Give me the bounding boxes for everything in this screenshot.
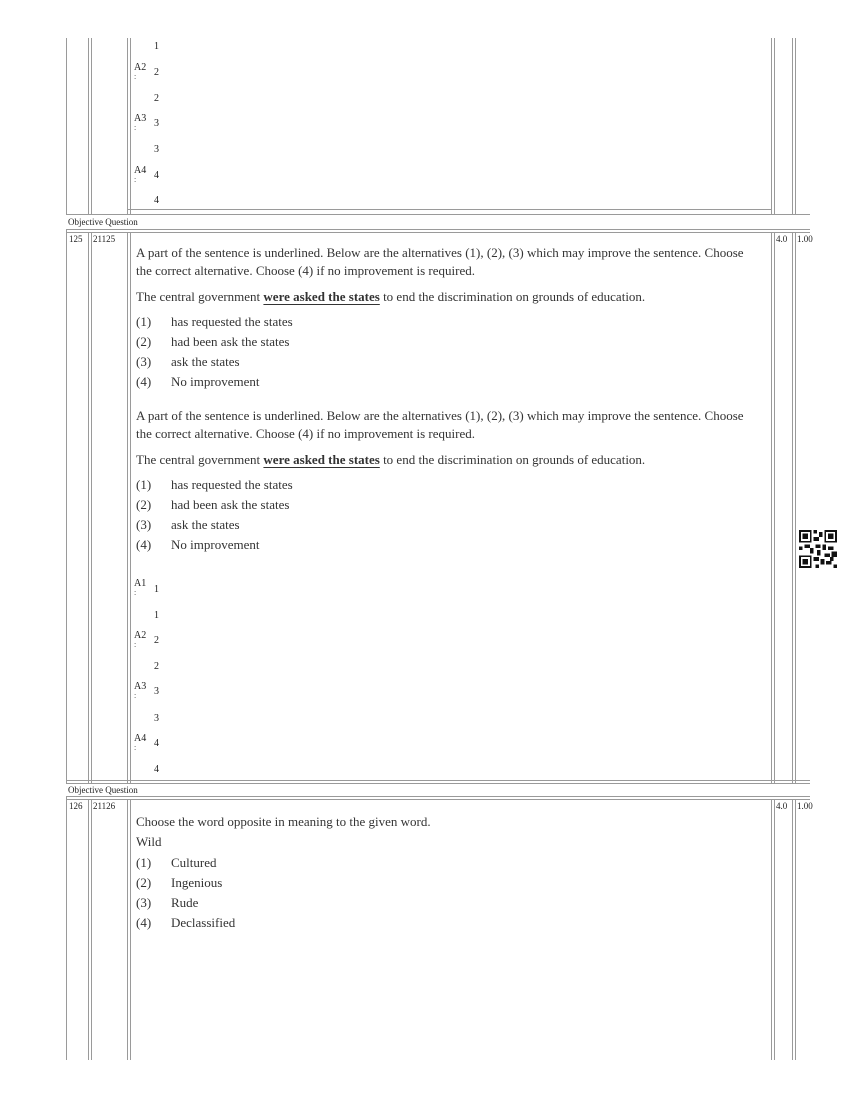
sentence-text: The central government bbox=[136, 452, 264, 467]
question-serial: 125 bbox=[69, 234, 83, 244]
question-negative-marks: 1.00 bbox=[797, 801, 813, 811]
given-word: Wild bbox=[136, 834, 162, 849]
grid-line bbox=[127, 38, 128, 214]
answer-value: 1 bbox=[154, 584, 159, 595]
question-prompt: Choose the word opposite in meaning to the given word. bbox=[136, 814, 431, 829]
grid-line bbox=[795, 232, 796, 783]
grid-line bbox=[792, 38, 793, 214]
underlined-phrase: were asked the states bbox=[263, 289, 380, 304]
answer-value: 2 bbox=[154, 93, 159, 104]
option-item: (1) has requested the states bbox=[136, 477, 293, 492]
question-block bbox=[136, 244, 746, 392]
grid-line bbox=[66, 214, 810, 215]
grid-line bbox=[130, 799, 131, 1060]
section-label: Objective Question bbox=[68, 217, 138, 227]
grid-line bbox=[130, 38, 131, 214]
option-item: (1) Cultured bbox=[136, 855, 217, 870]
grid-line bbox=[91, 38, 92, 214]
option-item: (4) Declassified bbox=[136, 915, 236, 930]
grid-line bbox=[774, 232, 775, 783]
answer-value: 2 bbox=[154, 67, 159, 78]
question-block bbox=[136, 407, 746, 555]
grid-line bbox=[771, 38, 772, 214]
question-sentence bbox=[136, 451, 746, 469]
grid-line bbox=[88, 38, 89, 214]
answer-value: 4 bbox=[154, 738, 159, 749]
grid-line bbox=[66, 232, 810, 233]
answer-value: 4 bbox=[154, 764, 159, 775]
question-negative-marks: 1.00 bbox=[797, 234, 813, 244]
grid-line bbox=[771, 799, 772, 1060]
grid-line bbox=[127, 799, 128, 1060]
answer-label: A2 : bbox=[134, 630, 147, 649]
grid-line bbox=[91, 232, 92, 783]
question-block bbox=[136, 813, 746, 933]
underlined-phrase: were asked the states bbox=[263, 452, 380, 467]
answer-value: 3 bbox=[154, 686, 159, 697]
grid-line bbox=[66, 229, 810, 230]
question-instruction: A part of the sentence is underlined. Below are the alternatives (1), (2), (3) which may improve the sentence. Choose the correct alternative. Choose (4) if no improvement is required. bbox=[136, 408, 744, 441]
question-instruction: A part of the sentence is underlined. Below are the alternatives (1), (2), (3) which may improve the sentence. Choose the correct alternative. Choose (4) if no improvement is required. bbox=[136, 245, 744, 278]
grid-line bbox=[771, 232, 772, 783]
grid-line bbox=[130, 232, 131, 783]
section-label: Objective Question bbox=[68, 785, 138, 795]
answer-value: 4 bbox=[154, 170, 159, 181]
grid-line bbox=[774, 799, 775, 1060]
sentence-text: to end the discrimination on grounds of education. bbox=[379, 452, 646, 467]
grid-line bbox=[66, 796, 810, 797]
answer-value: 1 bbox=[154, 41, 159, 52]
option-list bbox=[136, 312, 746, 392]
grid-line bbox=[88, 232, 89, 783]
grid-line bbox=[795, 799, 796, 1060]
answer-label: A1 : bbox=[134, 578, 147, 597]
answer-label: A4 : bbox=[134, 733, 147, 752]
grid-line bbox=[88, 799, 89, 1060]
option-list bbox=[136, 475, 746, 555]
question-marks: 4.0 bbox=[776, 234, 788, 244]
grid-line bbox=[66, 229, 67, 783]
grid-line bbox=[66, 780, 810, 781]
qr-code-icon bbox=[799, 530, 837, 568]
question-id: 21126 bbox=[93, 801, 116, 811]
answer-value: 1 bbox=[154, 610, 159, 621]
grid-line bbox=[66, 799, 810, 800]
grid-line bbox=[792, 232, 793, 783]
sentence-text: to end the discrimination on grounds of education. bbox=[379, 289, 646, 304]
answer-value: 4 bbox=[154, 195, 159, 206]
option-item: (4) No improvement bbox=[136, 374, 260, 389]
answer-label: A4 : bbox=[134, 165, 147, 184]
option-item: (4) No improvement bbox=[136, 537, 260, 552]
grid-line bbox=[66, 783, 810, 784]
question-serial: 126 bbox=[69, 801, 83, 811]
question-sentence bbox=[136, 288, 746, 306]
answer-value: 2 bbox=[154, 661, 159, 672]
grid-line bbox=[91, 799, 92, 1060]
option-item: (2) had been ask the states bbox=[136, 497, 290, 512]
answer-value: 3 bbox=[154, 713, 159, 724]
sentence-text: The central government bbox=[136, 289, 264, 304]
option-item: (2) Ingenious bbox=[136, 875, 223, 890]
answer-label: A3 : bbox=[134, 681, 147, 700]
answer-value: 2 bbox=[154, 635, 159, 646]
option-list bbox=[136, 853, 746, 933]
answer-label: A2 : bbox=[134, 62, 147, 81]
question-marks: 4.0 bbox=[776, 801, 788, 811]
question-id: 21125 bbox=[93, 234, 116, 244]
option-item: (3) ask the states bbox=[136, 517, 240, 532]
grid-line bbox=[66, 38, 67, 214]
option-item: (2) had been ask the states bbox=[136, 334, 290, 349]
answer-label: A3 : bbox=[134, 113, 147, 132]
answer-value: 3 bbox=[154, 144, 159, 155]
grid-line bbox=[127, 232, 128, 783]
grid-line bbox=[795, 38, 796, 214]
grid-line bbox=[792, 799, 793, 1060]
grid-line bbox=[774, 38, 775, 214]
grid-line bbox=[66, 796, 67, 1060]
answer-value: 3 bbox=[154, 118, 159, 129]
option-item: (1) has requested the states bbox=[136, 314, 293, 329]
option-item: (3) ask the states bbox=[136, 354, 240, 369]
grid-line bbox=[128, 209, 772, 210]
option-item: (3) Rude bbox=[136, 895, 199, 910]
